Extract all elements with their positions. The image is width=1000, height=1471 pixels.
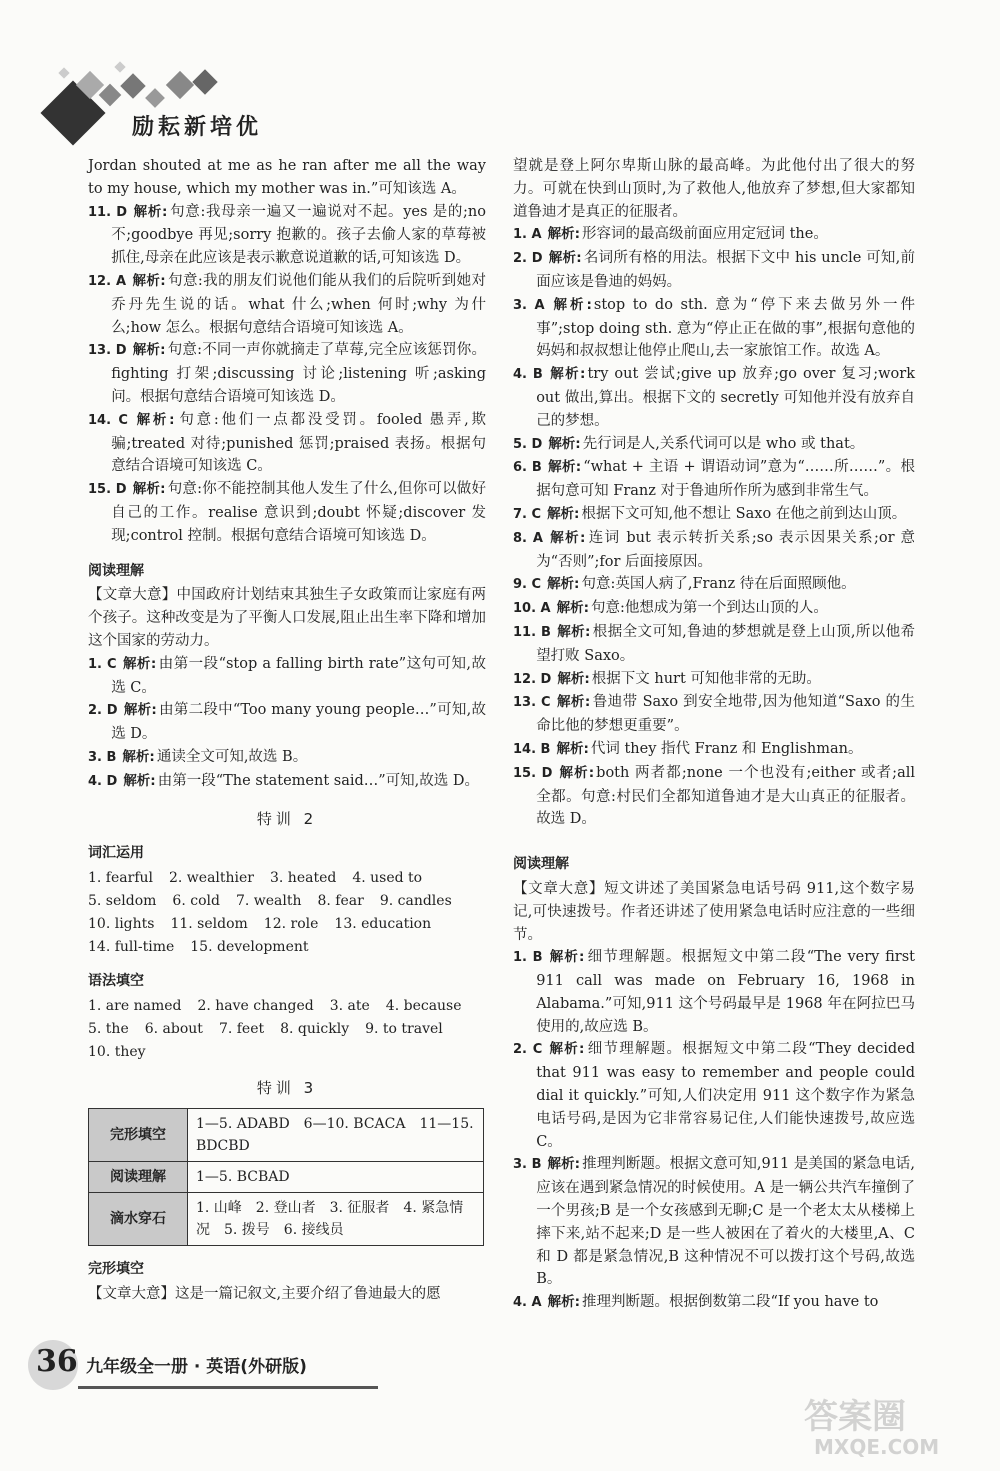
list-item [88,746,486,770]
analysis-text: “what + 主语 + 谓语动词”意为“……所……”。根据句意可知 Franz 对于鲁迪所作所为感到非常生气。 [536,459,916,500]
answer-number: 4. B [513,367,543,383]
list-item [513,597,915,621]
answer-entry: 5. the [88,1020,129,1037]
answer-number: 2. C [513,1042,543,1058]
list-item [513,247,915,294]
right-column [513,155,915,1315]
answer-number: 5. D [513,436,543,452]
analysis-text: 由第一段“stop a falling birth rate”这句可知,故选 C。 [111,655,486,696]
analysis-text: try out 尝试;give up 放弃;go over 复习;work out 做出,算出。根据下文的 secretly 可知他并没有放弃自己的梦想。 [536,366,916,429]
grammar-answers [88,995,486,1063]
left-answer-list-2 [88,653,486,794]
answer-entry: 15. development [190,938,309,955]
list-item [513,456,915,503]
analysis-label: 解析: [548,435,581,452]
cloze-summary: 【文章大意】这是一篇记叙文,主要介绍了鲁迪最大的愿 [88,1286,441,1303]
answer-number: 15. D [88,482,127,498]
answer-number: 11. D [88,204,128,220]
answer-entry: 8. fear [317,892,364,909]
analysis-text: 代词 they 指代 Franz 和 Englishman。 [590,740,863,757]
reading-section-title-right: 阅读理解 [513,856,569,873]
list-item [513,946,915,1038]
list-item [513,223,915,247]
analysis-text: 根据下文可知,他不想让 Saxo 在他之前到达山顶。 [581,505,907,522]
left-answer-list-1 [88,201,486,548]
list-item [513,573,915,597]
analysis-text: 句意:你不能控制其他人发生了什么,但你可以做好自己的工作。realise 意识到;doubt 怀疑;discover 发现;control 控制。根据句意结合语境可知该选 D。 [111,481,486,544]
list-item [88,270,486,339]
list-item [88,699,486,746]
answer-entry: 3. heated [270,870,337,887]
analysis-text: 形容词的最高级前面应用定冠词 the。 [581,226,828,243]
table-row: 完形填空 1—5. ADABD 6—10. BCACA 11—15. BDCBD [89,1109,484,1162]
analysis-text: 句意:他想成为第一个到达山顶的人。 [591,600,828,617]
answer-number: 15. D [513,765,553,781]
answer-number: 2. D [513,251,543,267]
answer-entry: 1. are named [88,998,182,1015]
list-item [88,409,486,478]
answer-entry: 4. used to [352,870,423,887]
answer-entry: 9. candles [379,892,452,909]
answer-number: 13. C [513,695,551,711]
analysis-label: 解析: [557,670,590,687]
analysis-text: 由第一段“The statement said…”可知,故选 D。 [157,772,480,789]
watermark-url: MXQE.COM [814,1435,940,1459]
analysis-text: 推理判断题。根据倒数第二段“If you have to [581,1294,879,1311]
list-item [513,668,915,692]
analysis-label: 解析: [547,505,580,522]
analysis-text: 通读全文可知,故选 B。 [156,748,308,765]
analysis-text: stop to do sth. 意为“停下来去做另外一件事”;stop doing sth. 意为“停止正在做的事”,根据句意他的妈妈和叔叔想让他停止爬山,去一家旅馆工作。故选 A。 [536,296,915,360]
analysis-text: 句意:不同一声你就摘走了草莓,完全应该惩罚你。fighting 打架;discussing 讨论;listening 听;asking 问。根据句意结合语境可知该选 D。 [111,342,486,405]
answer-entry: 9. to travel [365,1020,443,1037]
analysis-label: 解析: [133,411,175,428]
analysis-text: 名词所有格的用法。根据下文中 his uncle 可知,前面应该是鲁迪的妈妈。 [536,250,915,290]
training-3-title: 特训 3 [256,1079,318,1098]
analysis-label: 解析: [132,342,166,359]
analysis-text: 连词 but 表示转折关系;so 表示因果关系;or 意为“否则”;for 后面接原因。 [536,529,915,570]
answer-entry: 10. they [88,1043,146,1060]
right-intro: 望就是登上阿尔卑斯山脉的最高峰。为此他付出了很大的努力。可就在快到山顶时,为了救他人,他放弃了梦想,但大家都知道鲁迪才是真正的征服者。 [513,158,915,220]
list-item [88,770,486,794]
analysis-label: 解析: [547,1156,581,1173]
answer-entry: 7. feet [218,1020,265,1037]
analysis-text: both 两者都;none 一个也没有;either 或者;all 全都。句意:村民们全都知道鲁迪才是大山真正的征服者。故选 D。 [536,764,915,828]
answer-number: 3. A [513,297,545,313]
answer-number: 11. B [513,624,551,640]
answer-number: 14. C [88,412,128,428]
analysis-label: 解析: [550,296,592,313]
list-item [88,201,486,270]
answer-number: 12. A [88,273,127,289]
analysis-text: 句意:英国人病了,Franz 待在后面照顾他。 [581,576,856,593]
answer-number: 7. C [513,506,542,522]
right-answer-list-1 [513,223,915,831]
analysis-label: 解析: [548,250,582,267]
analysis-label: 解析: [132,481,166,498]
list-item [513,503,915,527]
table-row: 滴水穿石 1. 山峰 2. 登山者 3. 征服者 4. 紧急情况 5. 拨号 6. 接线员 [89,1193,484,1246]
answer-entry: 3. ate [329,998,370,1015]
vocab-section-title: 词汇运用 [88,845,144,862]
grammar-section-title: 语法填空 [88,973,144,990]
analysis-label: 解析: [556,740,589,757]
vocab-answers [88,867,486,958]
answer-number: 9. C [513,577,542,593]
answer-entry: 13. education [334,915,432,932]
answer-summary-table [88,1108,484,1246]
analysis-label: 解析: [547,1294,580,1311]
list-item [513,527,915,574]
analysis-label: 解析: [556,600,590,617]
answer-number: 4. A [513,1295,542,1311]
analysis-text: 细节理解题。根据短文中第二段“They decided that 911 was easy to remember and people could dial it quickly.”可知,人们决定用 911 这个数字作为紧急电话号码,是因为它非常容易记住,人们能快速拨号,故应选 C。 [536,1041,916,1150]
analysis-label: 解析: [123,702,157,719]
answer-number: 3. B [513,1157,542,1173]
analysis-label: 解析: [558,764,595,781]
answer-number: 3. B [88,749,117,765]
answer-entry: 6. cold [172,892,220,909]
cloze-section-title: 完形填空 [88,1261,144,1278]
reading-summary-right: 【文章大意】短文讲述了美国紧急电话号码 911,这个数字易记,可快速拨号。作者还讲述了使用紧急电话时应注意的一些细节。 [513,880,915,943]
answer-number: 4. D [88,773,118,789]
answer-entry: 2. have changed [197,998,314,1015]
reading-summary: 【文章大意】中国政府计划结束其独生子女政策而让家庭有两个孩子。这种改变是为了平衡人口发展,阻止出生率下降和增加这个国家的劳动力。 [88,587,486,649]
analysis-label: 解析: [556,694,591,711]
book-title-footer: 九年级全一册 · 英语(外研版) [86,1357,307,1377]
list-item [513,1038,915,1153]
answer-entry: 7. wealth [235,892,302,909]
analysis-label: 解析: [122,655,157,672]
list-item [513,621,915,668]
watermark-logo [794,1388,984,1460]
right-answer-list-2 [513,946,915,1315]
left-column [88,155,486,1306]
answer-entry: 2. wealthier [169,870,254,887]
list-item [88,339,486,408]
list-item [513,1291,915,1315]
answer-entry: 11. seldom [170,915,248,932]
answer-entry: 6. about [144,1020,203,1037]
analysis-text: 句意:他们一点都没受罚。fooled 愚弄,欺骗;treated 对待;punished 惩罚;praised 表扬。根据句意结合语境可知该选 C。 [111,411,486,475]
answer-entry: 10. lights [88,915,155,932]
analysis-label: 解析: [548,366,586,383]
analysis-label: 解析: [548,1041,585,1058]
answer-number: 1. C [88,656,117,672]
analysis-text: 细节理解题。根据短文中第二段“The very first 911 call was made on February 16, 1968 in Alabama.”可知,911 这个号码最早是 1968 年在阿拉巴马使用的,故应选 B。 [536,949,915,1035]
analysis-label: 解析: [547,226,580,243]
list-item [88,653,486,700]
list-item [513,433,915,457]
footer-divider [78,1386,378,1389]
answer-entry: 4. because [385,998,462,1015]
list-item [513,762,915,831]
analysis-text: 推理判断题。根据文意可知,911 是美国的紧急电话,应该在遇到紧急情况的时候使用。A 是一辆公共汽车撞倒了一个男孩;B 是一个女孩感到无聊;C 是一个老太太从楼梯上摔下来,站不起来;D 是一些人被困在了着火的大楼里,A、C 和 D 都是紧急情况,B 这种情况不可以拨打这个号码,故选 B。 [536,1156,915,1288]
answer-number: 13. D [88,343,127,359]
answer-entry: 1. fearful [88,870,153,887]
analysis-text: 根据全文可知,鲁迪的梦想就是登上山顶,所以他希望打败 Saxo。 [536,623,916,664]
answer-number: 2. D [88,703,118,719]
analysis-text: 鲁迪带 Saxo 到安全地带,因为他知道“Saxo 的生命比他的梦想更重要”。 [536,694,915,735]
analysis-label: 解析: [132,272,166,289]
list-item [513,691,915,738]
analysis-label: 解析: [133,203,168,220]
watermark-text: 答案圈 [804,1397,906,1437]
analysis-text: 根据下文 hurt 可知他非常的无助。 [591,670,821,687]
answer-entry: 14. full-time [88,938,175,955]
page-number: 36 [36,1344,78,1379]
analysis-label: 解析: [547,576,580,593]
answer-number: 6. B [513,460,542,476]
list-item [513,363,915,432]
list-item [513,1153,915,1291]
brand-title: 励耘新培优 [132,114,263,140]
reading-section-title: 阅读理解 [88,562,144,579]
list-item [513,294,915,363]
analysis-text: 句意:我的朋友们说他们能从我们的后院听到她对乔丹先生说的话。what 什么;when 何时;why 为什么;how 怎么。根据句意结合语境可知该选 A。 [111,272,486,336]
analysis-text: 先行词是人,关系代词可以是 who 或 that。 [582,435,865,452]
analysis-label: 解析: [556,623,591,640]
answer-number: 14. B [513,741,551,757]
answer-number: 1. A [513,227,542,243]
list-item [88,478,486,547]
answer-entry: 12. role [263,915,319,932]
table-row: 阅读理解 1—5. BCBAD [89,1162,484,1193]
answer-number: 1. B [513,950,543,966]
answer-number: 8. A [513,530,543,546]
analysis-label: 解析: [547,459,582,476]
analysis-label: 解析: [548,949,585,966]
analysis-label: 解析: [548,529,586,546]
list-item [513,738,915,762]
analysis-text: 由第二段中“Too many young people…”可知,故选 D。 [111,702,486,743]
answer-entry: 5. seldom [88,892,157,909]
training-2-title: 特训 2 [256,809,318,828]
answer-entry: 8. quickly [280,1020,350,1037]
analysis-label: 解析: [122,748,155,765]
answer-number: 10. A [513,601,551,617]
left-intro: Jordan shouted at me as he ran after me all the way to my house, which my mother was in.”可知该选 A。 [88,158,486,197]
analysis-text: 句意:我母亲一遍又一遍说对不起。yes 是的;no 不;goodbye 再见;sorry 抱歉的。孩子去偷人家的草莓被抓住,母亲在此应该是表示歉意说道歉的话,可知该选 D。 [111,203,486,267]
answer-number: 12. D [513,671,552,687]
analysis-label: 解析: [123,772,156,789]
